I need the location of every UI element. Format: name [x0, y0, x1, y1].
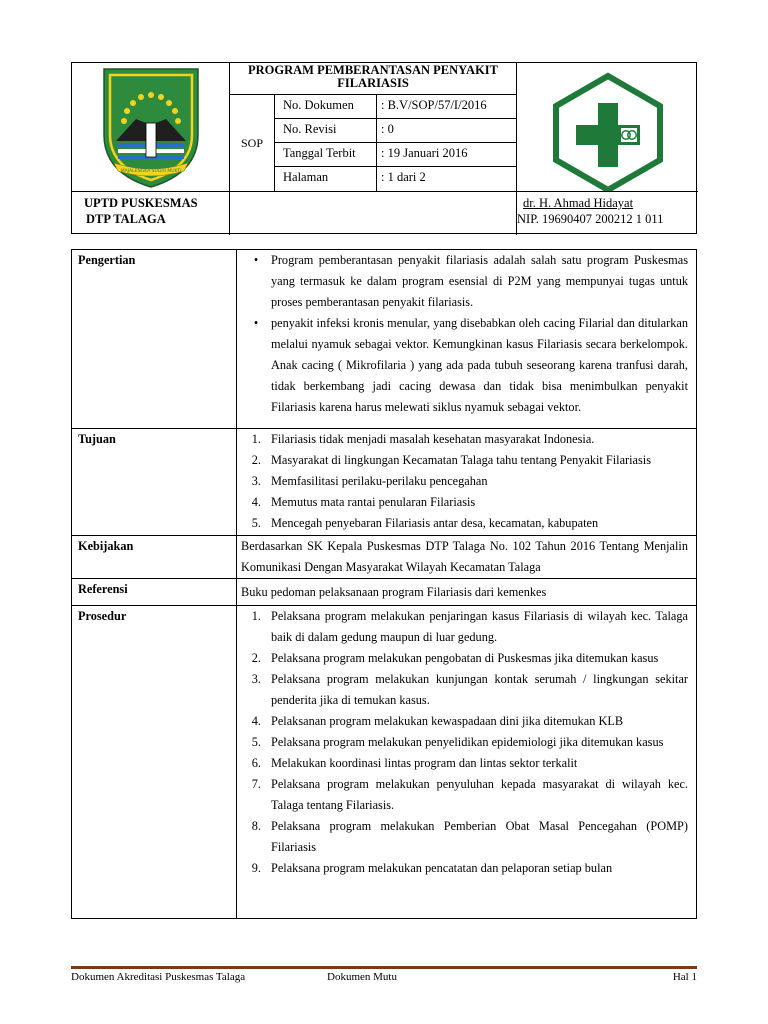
meta-key: No. Revisi — [275, 119, 377, 142]
org-line-2: DTP TALAGA — [86, 212, 166, 226]
bullet-icon: • — [253, 253, 259, 267]
meta-value: : 0 — [381, 122, 394, 136]
list-item — [241, 753, 688, 774]
org-line-1: UPTD PUSKESMAS — [84, 196, 198, 210]
puskesmas-cross-icon — [517, 63, 699, 191]
list-item — [241, 858, 688, 879]
meta-row-page — [275, 167, 516, 191]
puskesmas-logo — [516, 63, 698, 191]
section-label: Tujuan — [72, 429, 237, 536]
logo-motto: MAJALENGKA SUGIH MUKTI — [120, 169, 182, 174]
footer-center: Dokumen Mutu — [327, 971, 397, 983]
bullet-icon: • — [253, 316, 259, 330]
item-text: Pelaksana program melakukan kunjungan kontak serumah / lingkungan sekitar penderita jika di temukan kasus. — [271, 672, 688, 707]
document-header — [71, 62, 697, 234]
list-item — [241, 606, 688, 648]
meta-row-doc-number — [275, 95, 516, 119]
item-text: Pelaksana program melakukan penjaringan kasus Filariasis di wilayah kec. Talaga baik di dalam gedung maupun di luar gedung. — [271, 609, 688, 644]
item-text: Pelaksana program melakukan pencatatan dan pelaporan setiap bulan — [271, 861, 613, 875]
item-number: 4. — [251, 714, 261, 728]
section-content: Buku pedoman pelaksanaan program Filariasis dari kemenkes — [237, 579, 697, 606]
item-number: 1. — [251, 432, 261, 446]
item-number: 4. — [251, 495, 261, 509]
list-item — [241, 669, 688, 711]
signatory — [516, 191, 698, 235]
item-text: Pelaksana program melakukan penyelidikan epidemiologi jika ditemukan kasus — [271, 735, 664, 749]
item-text: Pelaksana program melakukan Pemberian Obat Masal Pencegahan (POMP) Filariasis — [271, 819, 688, 854]
section-content: Berdasarkan SK Kepala Puskesmas DTP Talaga No. 102 Tahun 2016 Tentang Menjalin Komunikasi Dengan Masyarakat Wilayah Kecamatan Talaga — [237, 536, 697, 579]
meta-value: : 1 dari 2 — [381, 170, 426, 184]
footer-rule — [71, 966, 697, 969]
list-item — [241, 513, 688, 534]
item-number: 6. — [251, 756, 261, 770]
item-text: penyakit infeksi kronis menular, yang disebabkan oleh cacing Filarial dan ditularkan melalui nyamuk sebagai vektor. Kemungkinan kasus Filariasis secara berkelompok. Anak cacing ( Mikrofilaria ) yang ada pada tubuh seseorang karena tranfusi darah, tidak berkembang jadi cacing dewasa dan tidak bisa menimbulkan penyakit Filariasis karena harus melewati siklus nyamuk sebagai vektor. — [271, 316, 688, 414]
list-item — [241, 732, 688, 753]
item-number: 5. — [251, 516, 261, 530]
item-number: 5. — [251, 735, 261, 749]
sop-content-table — [71, 249, 697, 919]
list-item — [241, 774, 688, 816]
item-text: Masyarakat di lingkungan Kecamatan Talaga tahu tentang Penyakit Filariasis — [271, 453, 652, 467]
item-text: Pelaksana program melakukan pengobatan di Puskesmas jika ditemukan kasus — [271, 651, 659, 665]
item-text: Memfasilitasi perilaku-perilaku pencegahan — [271, 474, 488, 488]
item-text: Mencegah penyebaran Filariasis antar desa, kecamatan, kabupaten — [271, 516, 599, 530]
section-tujuan — [72, 429, 697, 536]
meta-value: : 19 Januari 2016 — [381, 146, 468, 160]
list-item — [241, 816, 688, 858]
item-number: 7. — [251, 777, 261, 791]
list-item — [241, 492, 688, 513]
item-number: 2. — [251, 453, 261, 467]
list-item — [241, 313, 688, 418]
page-footer — [71, 971, 697, 989]
section-label: Prosedur — [72, 606, 237, 919]
footer-page-number: Hal 1 — [672, 971, 697, 983]
list-item — [241, 471, 688, 492]
item-number: 9. — [251, 861, 261, 875]
title-text: PROGRAM PEMBERANTASAN PENYAKIT FILARIASIS — [247, 63, 498, 90]
signer-name: dr. H. Ahmad Hidayat — [523, 196, 634, 210]
signer-nip: NIP. 19690407 200212 1 011 — [517, 212, 664, 226]
item-text: Program pemberantasan penyakit filariasis adalah salah satu program Puskesmas yang termasuk ke dalam program esensial di P2M yang mempunyai tugas untuk proses pemberantasan penyakit filariasis. — [271, 253, 688, 309]
sop-label: SOP — [230, 95, 275, 191]
section-prosedur — [72, 606, 697, 919]
list-item — [241, 250, 688, 313]
item-number: 2. — [251, 651, 261, 665]
list-item — [241, 711, 688, 732]
list-item — [241, 450, 688, 471]
organization-name — [72, 191, 230, 235]
section-label: Kebijakan — [72, 536, 237, 579]
list-item — [241, 648, 688, 669]
item-text: Memutus mata rantai penularan Filariasis — [271, 495, 476, 509]
item-text: Filariasis tidak menjadi masalah kesehatan masyarakat Indonesia. — [271, 432, 595, 446]
regency-logo — [72, 63, 230, 191]
item-number: 3. — [251, 672, 261, 686]
section-label: Referensi — [72, 579, 237, 606]
section-referensi — [72, 579, 697, 606]
item-text: Pelaksana program melakukan penyuluhan kepada masyarakat di wilayah kec. Talaga tentang Filariasis. — [271, 777, 688, 812]
meta-row-revision — [275, 119, 516, 143]
majalengka-emblem-icon — [72, 63, 230, 191]
section-pengertian — [72, 250, 697, 429]
meta-row-issue-date — [275, 143, 516, 167]
meta-key: Halaman — [275, 167, 377, 191]
meta-value: : B.V/SOP/57/I/2016 — [381, 98, 487, 112]
item-text: Melakukan koordinasi lintas program dan lintas sektor terkalit — [271, 756, 578, 770]
item-text: Pelaksanan program melakukan kewaspadaan dini jika ditemukan KLB — [271, 714, 624, 728]
document-title — [230, 63, 516, 95]
section-content — [237, 606, 697, 919]
list-item — [241, 429, 688, 450]
section-label: Pengertian — [72, 250, 237, 429]
item-number: 3. — [251, 474, 261, 488]
item-number: 8. — [251, 819, 261, 833]
item-number: 1. — [251, 609, 261, 623]
footer-left: Dokumen Akreditasi Puskesmas Talaga — [71, 971, 246, 983]
section-content — [237, 429, 697, 536]
section-kebijakan — [72, 536, 697, 579]
section-content — [237, 250, 697, 429]
meta-key: Tanggal Terbit — [275, 143, 377, 166]
meta-key: No. Dokumen — [275, 95, 377, 118]
